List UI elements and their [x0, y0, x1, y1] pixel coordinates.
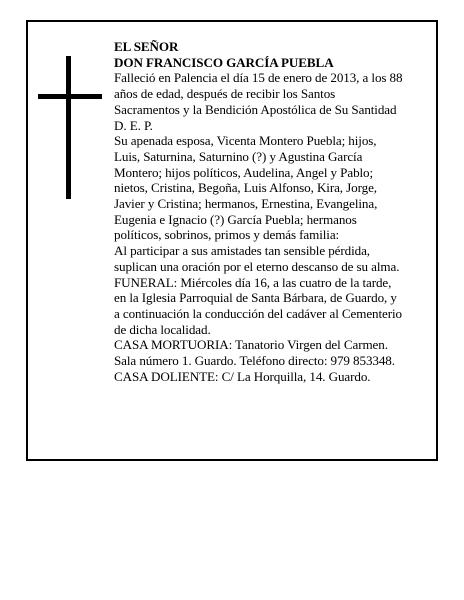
- death-announcement: [114, 70, 434, 133]
- family-list: [114, 133, 434, 243]
- text-line: Sacramentos y la Bendición Apostólica de Su Santidad: [114, 101, 397, 117]
- text-line: nietos, Cristina, Begoña, Luis Alfonso, Kira, Jorge,: [114, 180, 377, 196]
- cross-icon: [38, 56, 102, 199]
- obituary-notice-frame: [26, 20, 438, 461]
- text-line: políticos, sobrinos, primos y demás familia:: [114, 227, 340, 243]
- text-line: suplican una oración por el eterno descanso de su alma.: [114, 258, 400, 274]
- text-line: Al participar a sus amistades tan sensible pérdida,: [114, 243, 370, 259]
- mourning-home-details: [114, 369, 434, 385]
- prayer-request: [114, 243, 434, 274]
- text-line: en la Iglesia Parroquial de Santa Bárbara, de Guardo, y: [114, 290, 397, 306]
- text-line: CASA DOLIENTE: C/ La Horquilla, 14. Guardo.: [114, 368, 371, 384]
- text-line: de dicha localidad.: [114, 321, 211, 337]
- text-line: a continuación la conducción del cadáver al Cementerio: [114, 305, 402, 321]
- title-line: DON FRANCISCO GARCÍA PUEBLA: [114, 54, 334, 70]
- text-line: Falleció en Palencia el día 15 de enero de 2013, a los 88: [114, 70, 403, 86]
- text-line: Javier y Cristina; hermanos, Ernestina, Evangelina,: [114, 196, 378, 212]
- text-line: FUNERAL: Miércoles día 16, a las cuatro de la tarde,: [114, 274, 392, 290]
- funeral-details: [114, 275, 434, 338]
- cross-vertical-bar: [66, 56, 71, 199]
- mortuary-details: [114, 337, 434, 368]
- text-line: Montero; hijos políticos, Audelina, Angel y Pablo;: [114, 164, 374, 180]
- text-line: Luis, Saturnina, Saturnino (?) y Agustina García: [114, 148, 363, 164]
- title-line: EL SEÑOR: [114, 39, 179, 54]
- text-line: años de edad, después de recibir los Santos: [114, 86, 336, 102]
- text-line: Eugenia e Ignacio (?) García Puebla; hermanos: [114, 211, 357, 227]
- text-line: CASA MORTUORIA: Tanatorio Virgen del Carmen.: [114, 337, 388, 353]
- text-line: Su apenada esposa, Vicenta Montero Puebla; hijos,: [114, 133, 377, 149]
- deceased-title: [114, 39, 434, 70]
- text-line: D. E. P.: [114, 117, 153, 133]
- text-line: Sala número 1. Guardo. Teléfono directo: 979 853348.: [114, 353, 395, 369]
- cross-horizontal-bar: [38, 94, 102, 99]
- obituary-text: [114, 39, 434, 384]
